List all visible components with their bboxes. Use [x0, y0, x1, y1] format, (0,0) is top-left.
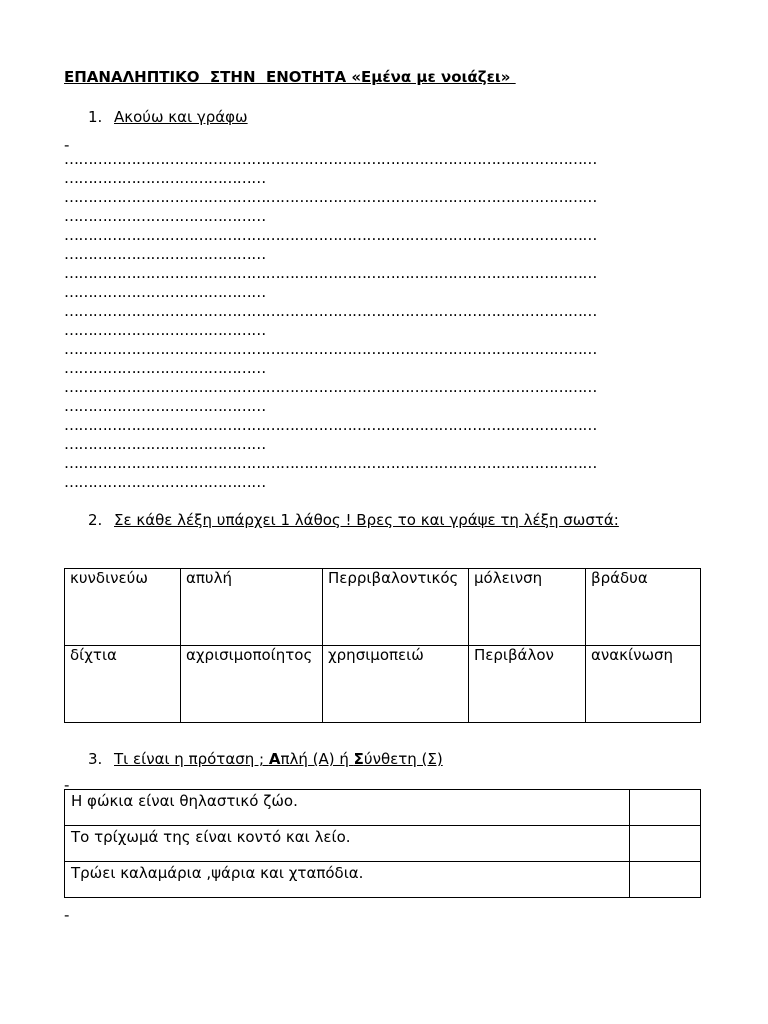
dotted-line-long[interactable]: ………………………………………………………………………………………………… [64, 454, 597, 472]
answer-cell[interactable] [630, 862, 701, 898]
table-row [65, 790, 701, 826]
question-text [114, 750, 443, 768]
dotted-line-short[interactable]: …………………………………… [64, 321, 266, 339]
question-text-part: Τι είναι η πρόταση ; [114, 750, 269, 768]
word-cell[interactable]: αχρισιμοποίητος [181, 646, 323, 723]
answer-cell[interactable] [630, 790, 701, 826]
sentence-cell: Η φώκια είναι θηλαστικό ζώο. [65, 790, 630, 826]
question-2-heading [88, 510, 688, 530]
table-row [65, 646, 701, 723]
answer-cell[interactable] [630, 826, 701, 862]
dotted-line-short[interactable]: …………………………………… [64, 245, 266, 263]
dictation-lines [64, 150, 684, 492]
question-text: Σε κάθε λέξη υπάρχει 1 λάθος ! Βρες το και γράψε τη λέξη σωστά: [114, 511, 619, 529]
dotted-line-long[interactable]: ………………………………………………………………………………………………… [64, 150, 597, 168]
bold-letter-a: Α [268, 750, 281, 768]
word-cell[interactable]: απυλή [181, 569, 323, 646]
word-cell[interactable]: Περιβάλον [469, 646, 586, 723]
dash-mark: - [64, 136, 70, 154]
dotted-line-long[interactable]: ………………………………………………………………………………………………… [64, 226, 597, 244]
dotted-line-short[interactable]: …………………………………… [64, 283, 266, 301]
word-cell[interactable]: δίχτια [65, 646, 181, 723]
question-number: 1. [88, 108, 103, 126]
dotted-line-long[interactable]: ………………………………………………………………………………………………… [64, 264, 597, 282]
dotted-line-long[interactable]: ………………………………………………………………………………………………… [64, 340, 597, 358]
misspelled-words-table [64, 568, 701, 723]
dotted-line-short[interactable]: …………………………………… [64, 435, 266, 453]
question-number: 2. [88, 511, 103, 529]
dotted-line-long[interactable]: ………………………………………………………………………………………………… [64, 302, 597, 320]
dotted-line-short[interactable]: …………………………………… [64, 359, 266, 377]
question-3-heading [88, 750, 443, 768]
dotted-line-short[interactable]: …………………………………… [64, 473, 266, 491]
word-cell[interactable]: ανακίνωση [586, 646, 701, 723]
question-text-part: ύνθετη (Σ) [363, 750, 443, 768]
table-row [65, 569, 701, 646]
word-cell[interactable]: χρησιμοπειώ [323, 646, 469, 723]
dotted-line-long[interactable]: ………………………………………………………………………………………………… [64, 188, 597, 206]
dash-mark: - [64, 776, 70, 794]
table-row [65, 862, 701, 898]
table-row [65, 826, 701, 862]
question-text: Ακούω και γράφω [114, 108, 248, 126]
sentence-cell: Το τρίχωμά της είναι κοντό και λείο. [65, 826, 630, 862]
word-cell[interactable]: κυνδινεύω [65, 569, 181, 646]
dotted-line-short[interactable]: …………………………………… [64, 169, 266, 187]
sentence-type-table [64, 789, 701, 898]
word-cell[interactable]: βράδυα [586, 569, 701, 646]
bold-letter-s: Σ [353, 750, 364, 768]
word-cell[interactable]: Περριβαλοντικός [323, 569, 469, 646]
dotted-line-long[interactable]: ………………………………………………………………………………………………… [64, 416, 597, 434]
worksheet-title: ΕΠΑΝΑΛΗΠΤΙΚΟ ΣΤΗΝ ΕΝΟΤΗΤΑ «Εμένα με νοιάζει» [64, 68, 516, 86]
question-text-part: πλή (Α) ή [280, 750, 354, 768]
dotted-line-short[interactable]: …………………………………… [64, 397, 266, 415]
question-number: 3. [88, 750, 103, 768]
question-1-heading [88, 108, 248, 126]
sentence-cell: Τρώει καλαμάρια ,ψάρια και χταπόδια. [65, 862, 630, 898]
word-cell[interactable]: μόλεινση [469, 569, 586, 646]
dash-mark: - [64, 906, 70, 924]
dotted-line-long[interactable]: ………………………………………………………………………………………………… [64, 378, 597, 396]
dotted-line-short[interactable]: …………………………………… [64, 207, 266, 225]
